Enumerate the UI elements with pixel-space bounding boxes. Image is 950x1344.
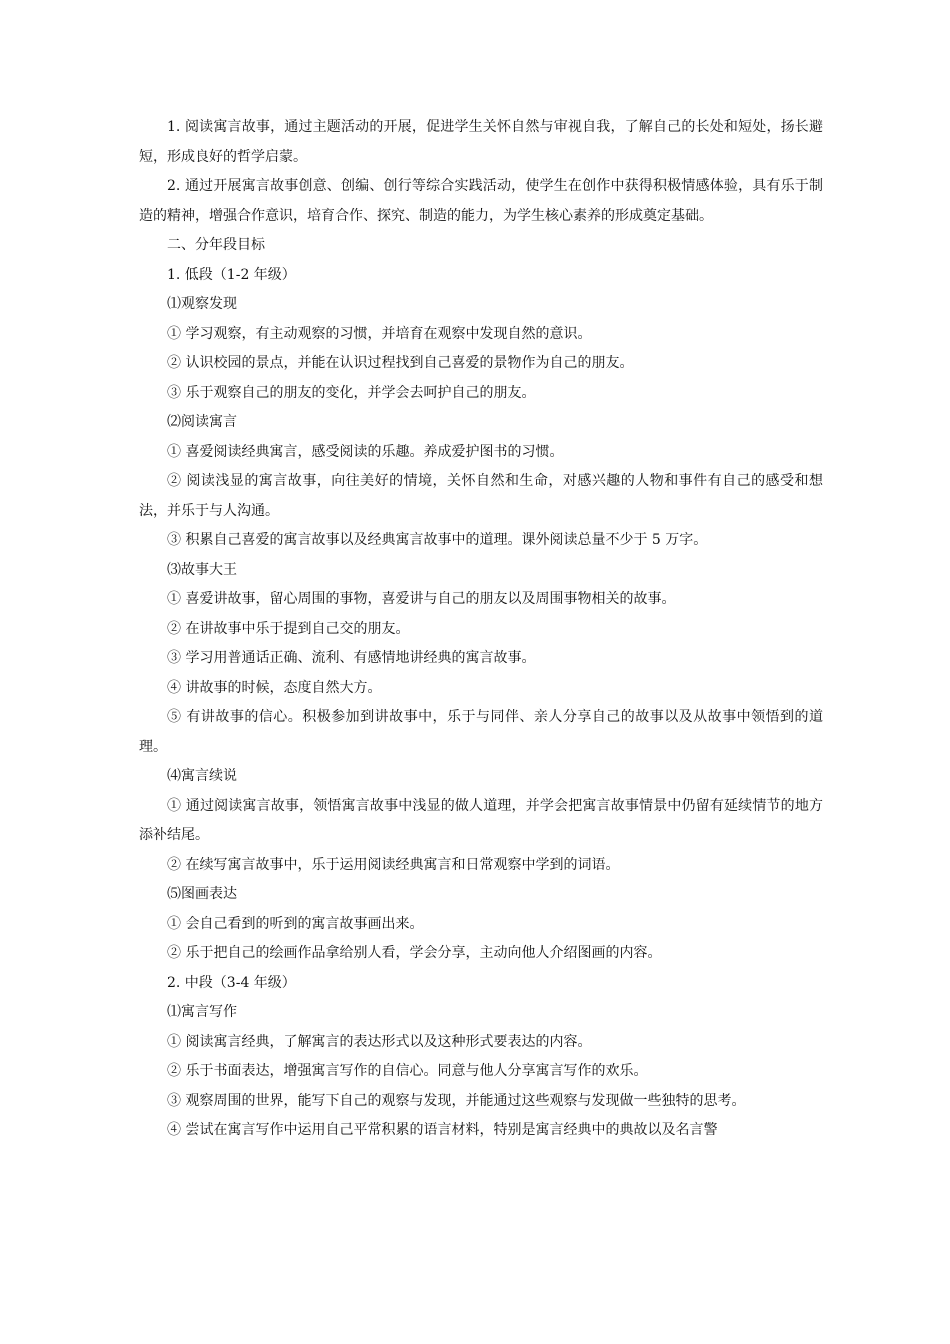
list-item: ② 在续写寓言故事中，乐于运用阅读经典寓言和日常观察中学到的词语。 <box>167 856 620 873</box>
list-item: ① 通过阅读寓言故事，领悟寓言故事中浅显的做人道理，并学会把寓言故事情景中仍留有延续情节的地方添补结尾。 <box>139 797 823 843</box>
item-heading: ⑷寓言续说 <box>167 768 237 784</box>
list-item: ⑤ 有讲故事的信心。积极参加到讲故事中，乐于与同伴、亲人分享自己的故事以及从故事中领悟到的道理。 <box>139 709 823 755</box>
list-item: ① 会自己看到的听到的寓言故事画出来。 <box>167 915 424 932</box>
list-item: ③ 乐于观察自己的朋友的变化，并学会去呵护自己的朋友。 <box>167 384 536 401</box>
list-item: ② 认识校园的景点，并能在认识过程找到自己喜爱的景物作为自己的朋友。 <box>167 355 634 371</box>
paragraph: 2. 通过开展寓言故事创意、创编、创行等综合实践活动，使学生在创作中获得积极情感体验，具有乐于制造的精神，增强合作意识，培育合作、探究、制造的能力，为学生核心素养的形成奠定基础。 <box>139 178 823 224</box>
item-heading: ⑸图画表达 <box>167 886 237 902</box>
list-item: ③ 积累自己喜爱的寓言故事以及经典寓言故事中的道理。课外阅读总量不少于 5 万字。 <box>167 532 708 548</box>
list-item: ① 喜爱阅读经典寓言，感受阅读的乐趣。养成爱护图书的习惯。 <box>167 443 564 460</box>
section-heading: 二、分年段目标 <box>167 237 265 253</box>
list-item: ② 乐于把自己的绘画作品拿给别人看，学会分享，主动向他人介绍图画的内容。 <box>167 945 662 961</box>
item-heading: ⑴寓言写作 <box>167 1004 237 1020</box>
item-heading: ⑶故事大王 <box>167 561 237 578</box>
paragraph: 1. 阅读寓言故事，通过主题活动的开展，促进学生关怀自然与审视自我，了解自己的长处和短处，扬长避短，形成良好的哲学启蒙。 <box>139 119 823 165</box>
item-heading: ⑴观察发现 <box>167 296 237 312</box>
item-heading: ⑵阅读寓言 <box>167 414 237 430</box>
list-item: ④ 讲故事的时候，态度自然大方。 <box>167 679 382 696</box>
list-item: ③ 学习用普通话正确、流利、有感情地讲经典的寓言故事。 <box>167 650 536 666</box>
list-item: ③ 观察周围的世界，能写下自己的观察与发现，并能通过这些观察与发现做一些独特的思考。 <box>167 1092 746 1109</box>
list-item: ① 喜爱讲故事，留心周围的事物，喜爱讲与自己的朋友以及周围事物相关的故事。 <box>167 591 676 607</box>
subsection-heading: 2. 中段（3-4 年级） <box>167 974 296 991</box>
list-item: ② 乐于书面表达，增强寓言写作的自信心。同意与他人分享寓言写作的欢乐。 <box>167 1063 648 1079</box>
list-item: ④ 尝试在寓言写作中运用自己平常积累的语言材料，特别是寓言经典中的典故以及名言警 <box>167 1122 718 1138</box>
list-item: ② 在讲故事中乐于提到自己交的朋友。 <box>167 620 410 637</box>
document-body <box>139 113 823 1146</box>
subsection-heading: 1. 低段（1-2 年级） <box>167 266 296 283</box>
list-item: ① 学习观察，有主动观察的习惯，并培育在观察中发现自然的意识。 <box>167 325 592 342</box>
list-item: ② 阅读浅显的寓言故事，向往美好的情境，关怀自然和生命，对感兴趣的人物和事件有自己的感受和想法，并乐于与人沟通。 <box>139 473 823 519</box>
list-item: ① 阅读寓言经典，了解寓言的表达形式以及这种形式要表达的内容。 <box>167 1033 592 1050</box>
